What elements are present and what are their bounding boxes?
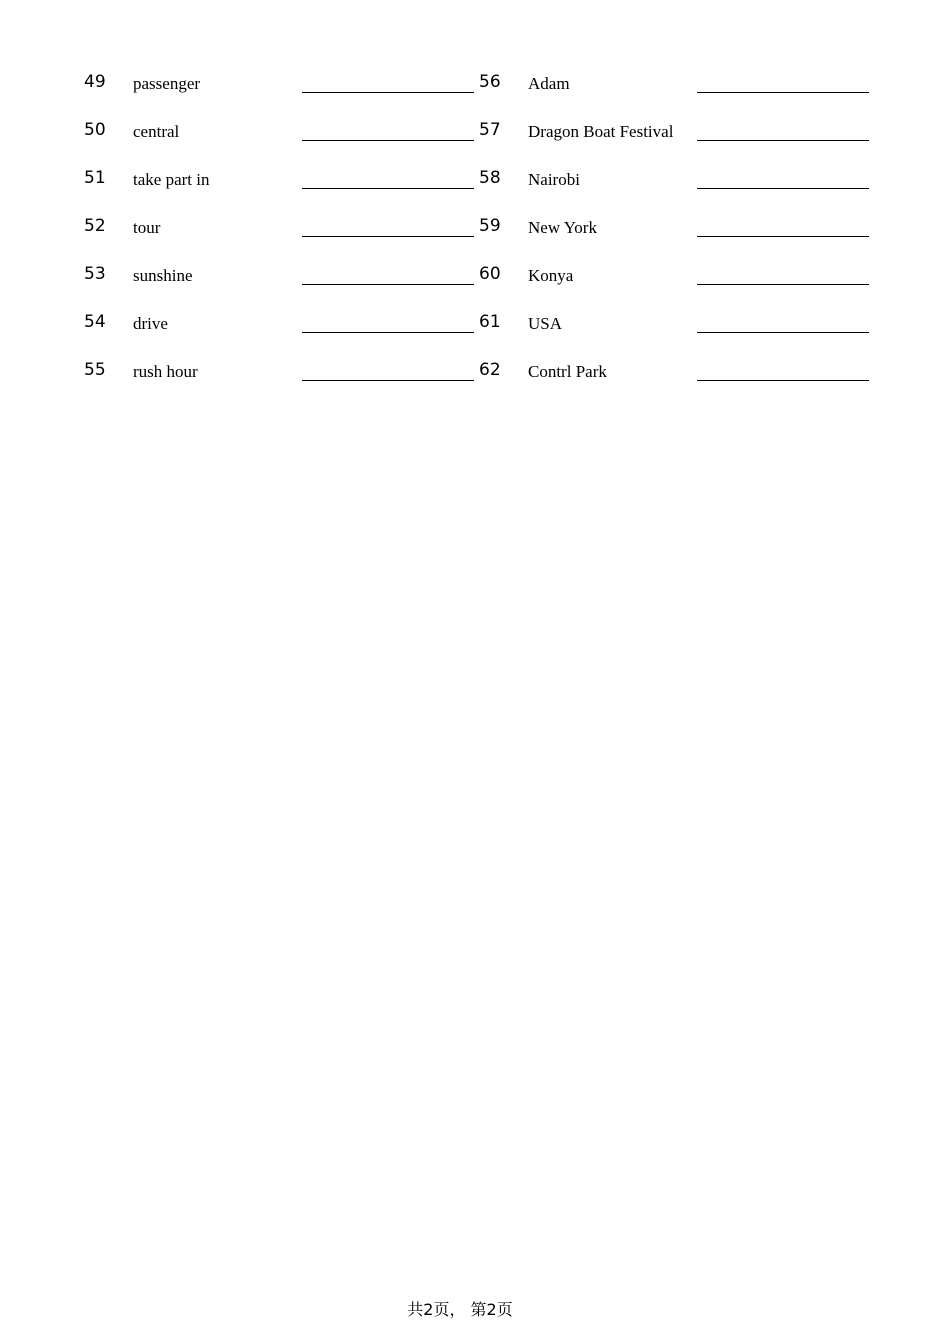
item-number: 50 <box>84 120 106 140</box>
item-number: 62 <box>479 360 501 380</box>
item-word: Dragon Boat Festival <box>528 122 674 141</box>
answer-blank[interactable] <box>302 92 474 93</box>
item-word: Konya <box>528 266 574 285</box>
vocabulary-column-left <box>84 60 504 396</box>
vocab-item <box>84 204 504 252</box>
item-word: passenger <box>133 74 201 93</box>
vocabulary-column-right <box>479 60 899 396</box>
item-number: 57 <box>479 120 501 140</box>
item-number: 61 <box>479 312 501 332</box>
item-number: 53 <box>84 264 106 284</box>
vocab-item <box>479 156 899 204</box>
item-word: Contrl Park <box>528 362 607 381</box>
answer-blank[interactable] <box>302 188 474 189</box>
answer-blank[interactable] <box>697 284 869 285</box>
item-word: sunshine <box>133 266 193 285</box>
vocab-item <box>479 300 899 348</box>
vocab-item <box>479 204 899 252</box>
vocab-item <box>479 348 899 396</box>
answer-blank[interactable] <box>302 332 474 333</box>
vocab-item <box>84 252 504 300</box>
vocab-item <box>84 348 504 396</box>
answer-blank[interactable] <box>302 380 474 381</box>
item-word: Nairobi <box>528 170 580 189</box>
vocab-item <box>84 156 504 204</box>
item-word: rush hour <box>133 362 198 381</box>
item-word: take part in <box>133 170 210 189</box>
answer-blank[interactable] <box>302 284 474 285</box>
answer-blank[interactable] <box>302 140 474 141</box>
answer-blank[interactable] <box>302 236 474 237</box>
item-word: New York <box>528 218 597 237</box>
item-number: 52 <box>84 216 106 236</box>
item-word: central <box>133 122 180 141</box>
answer-blank[interactable] <box>697 92 869 93</box>
answer-blank[interactable] <box>697 380 869 381</box>
answer-blank[interactable] <box>697 140 869 141</box>
page-footer: 共2页， 第2页 <box>407 1300 513 1319</box>
vocab-item <box>84 60 504 108</box>
answer-blank[interactable] <box>697 332 869 333</box>
vocab-item <box>479 252 899 300</box>
item-number: 51 <box>84 168 106 188</box>
item-word: USA <box>528 314 563 333</box>
vocab-item <box>479 108 899 156</box>
item-number: 54 <box>84 312 106 332</box>
item-word: drive <box>133 314 168 333</box>
vocab-item <box>84 108 504 156</box>
answer-blank[interactable] <box>697 188 869 189</box>
item-number: 49 <box>84 72 106 92</box>
item-number: 60 <box>479 264 501 284</box>
vocab-item <box>84 300 504 348</box>
item-number: 56 <box>479 72 501 92</box>
item-number: 59 <box>479 216 501 236</box>
item-word: tour <box>133 218 161 237</box>
item-number: 58 <box>479 168 501 188</box>
item-number: 55 <box>84 360 106 380</box>
answer-blank[interactable] <box>697 236 869 237</box>
vocab-item <box>479 60 899 108</box>
item-word: Adam <box>528 74 570 93</box>
